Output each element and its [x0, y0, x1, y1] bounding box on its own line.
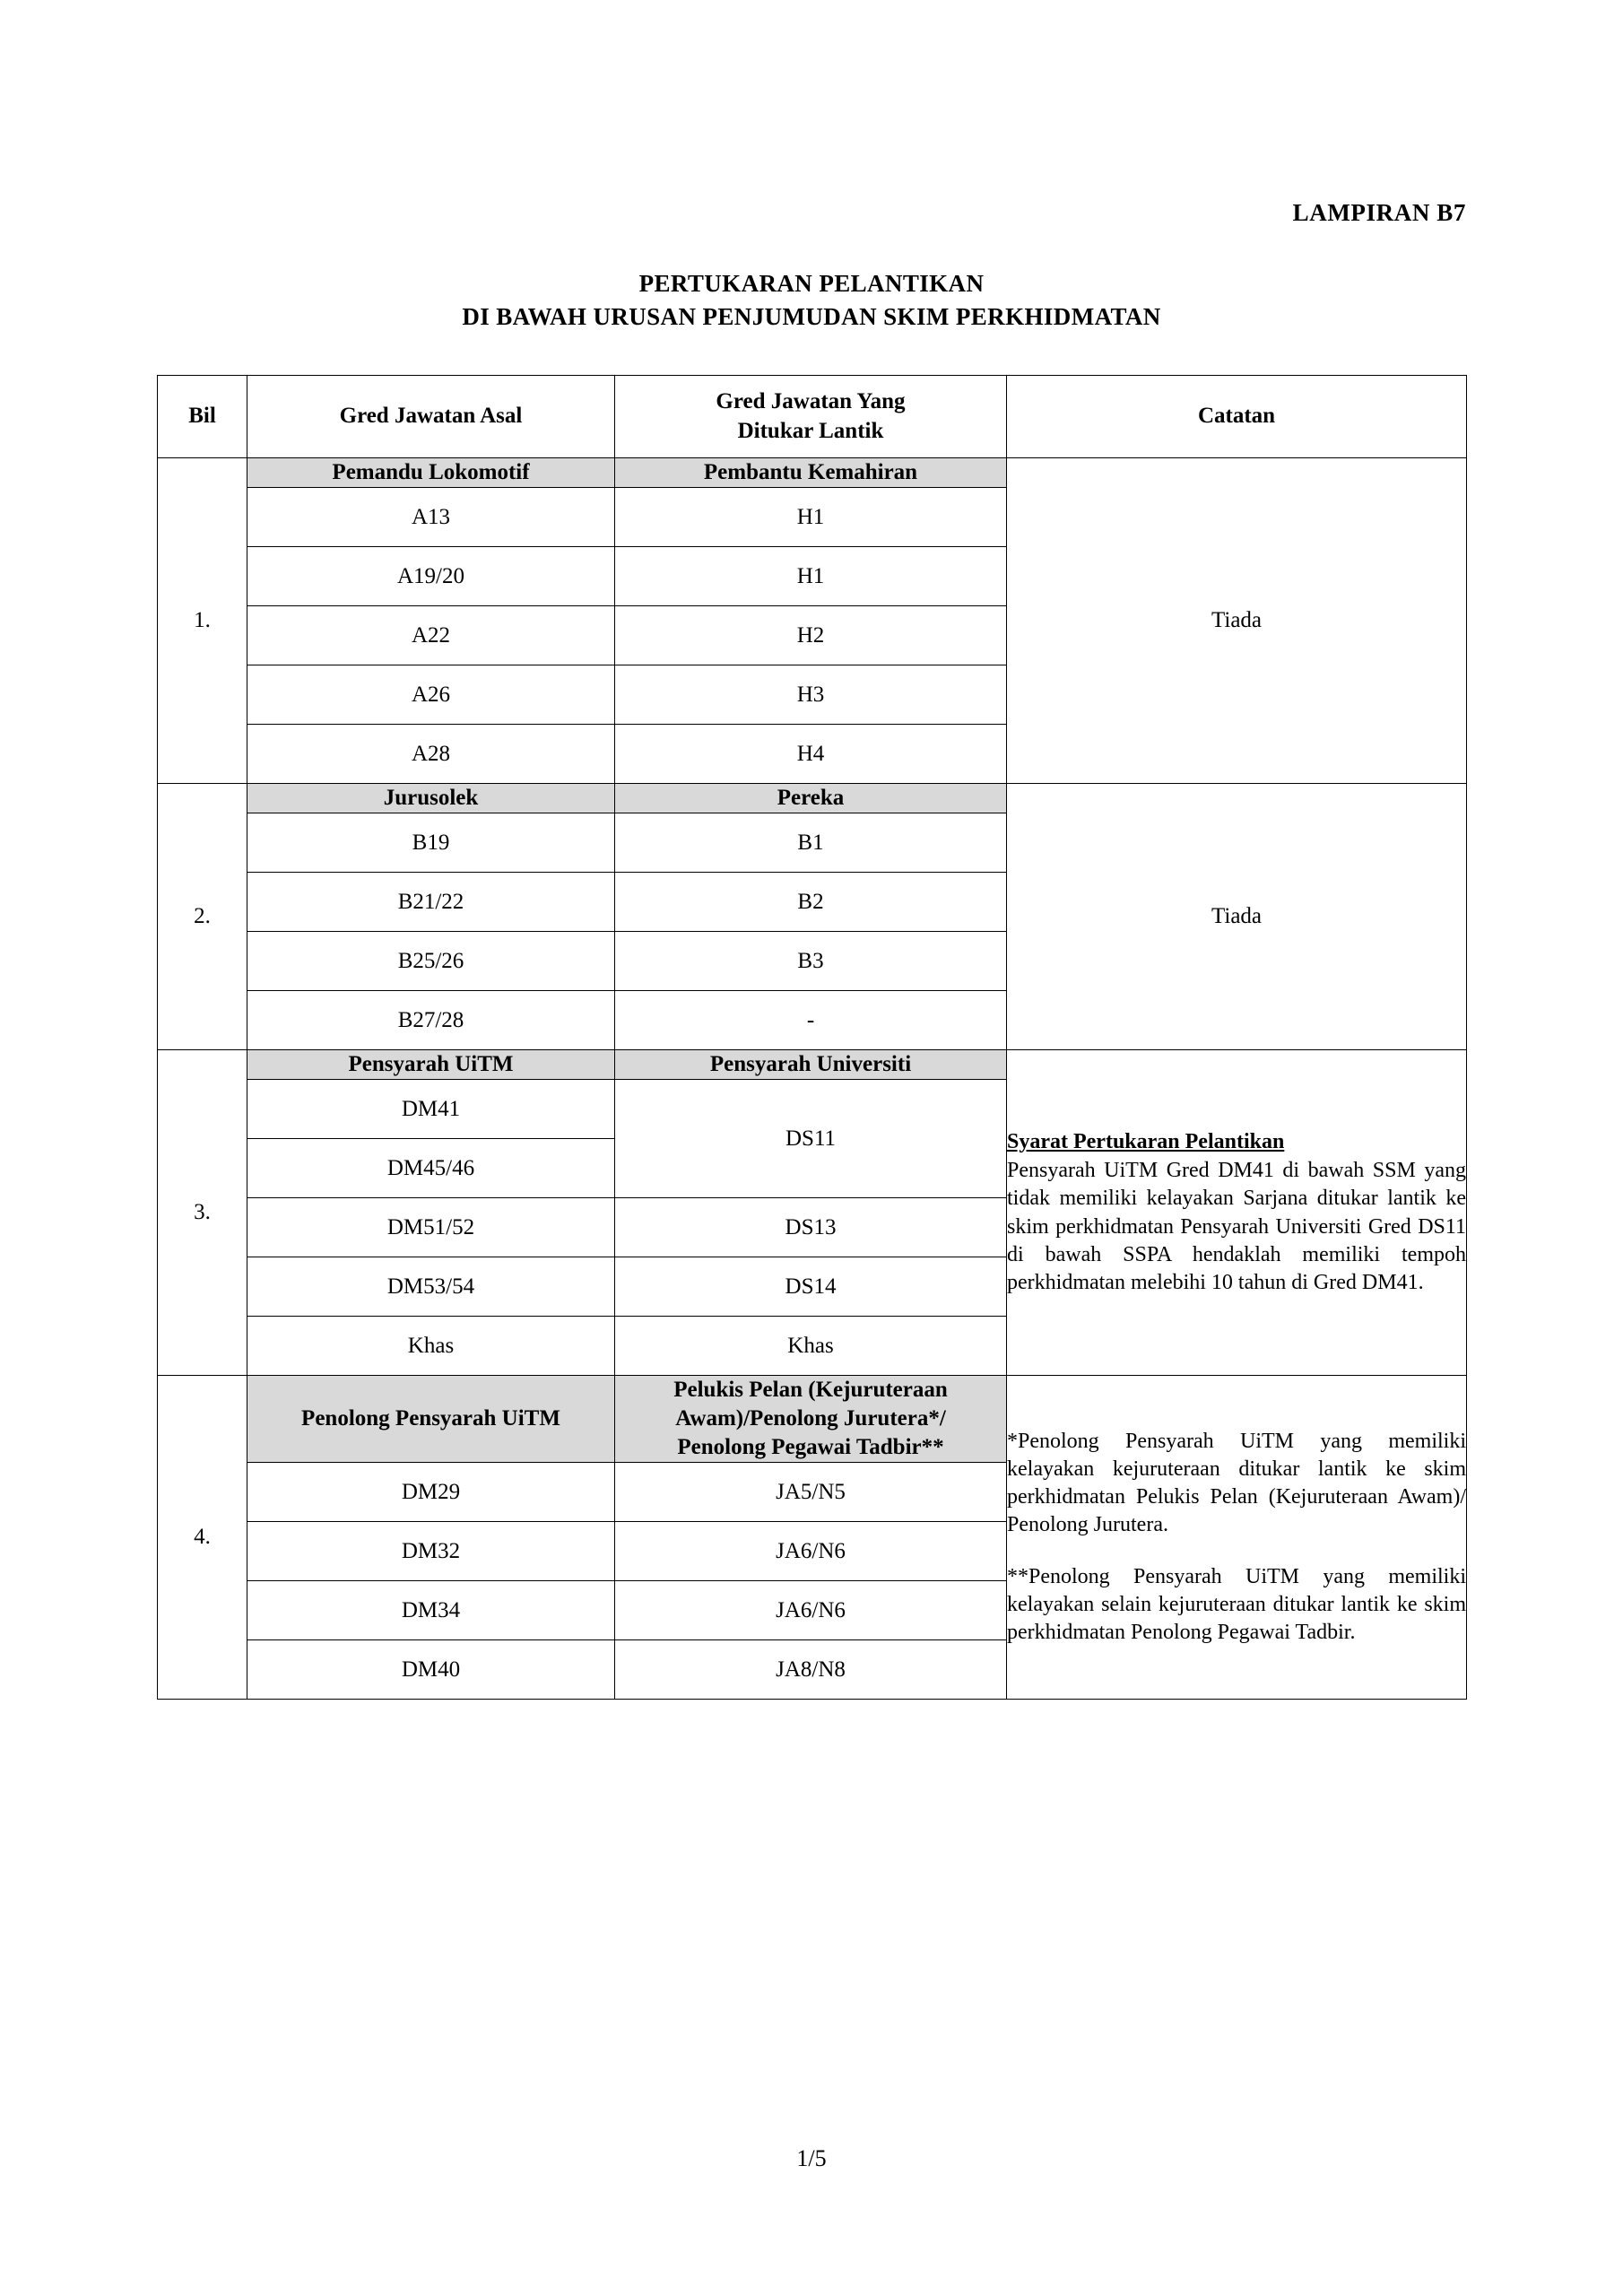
grade-to: H1 [615, 547, 1007, 606]
catatan-cell [1007, 1376, 1467, 1700]
table-row [158, 784, 1467, 813]
grade-to: H4 [615, 725, 1007, 784]
grade-from: DM45/46 [247, 1139, 615, 1198]
grade-to: H1 [615, 488, 1007, 547]
column-header-bil: Bil [158, 376, 247, 458]
catatan-heading: Syarat Pertukaran Pelantikan [1007, 1129, 1285, 1153]
column-header-line-2: Ditukar Lantik [737, 418, 884, 443]
row-number-bil: 4. [158, 1376, 247, 1700]
catatan-paragraph-1: *Penolong Pensyarah UiTM yang memiliki kelayakan kejuruteraan ditukar lantik ke skim perkhidmatan Pelukis Pelan (Kejuruteraan Awam)/ Penolong Jurutera. [1007, 1429, 1466, 1537]
grade-to: DS13 [615, 1198, 1007, 1257]
scheme-to-heading: Pensyarah Universiti [615, 1050, 1007, 1080]
grade-from: A13 [247, 488, 615, 547]
table-header-row [158, 376, 1467, 458]
grade-from: DM32 [247, 1522, 615, 1581]
catatan-cell [1007, 1050, 1467, 1376]
table-row [158, 1376, 1467, 1463]
scheme-to-heading [615, 1376, 1007, 1463]
scheme-to-heading: Pereka [615, 784, 1007, 813]
page-number: 1/5 [796, 2145, 827, 2171]
column-header-gred-jawatan-ditukar-lantik [615, 376, 1007, 458]
scheme-to-line-2: Awam)/Penolong Jurutera*/ [675, 1406, 946, 1431]
column-header-catatan: Catatan [1007, 376, 1467, 458]
page-title [157, 267, 1466, 335]
page-title-line-1: PERTUKARAN PELANTIKAN [638, 270, 985, 297]
grade-from: DM51/52 [247, 1198, 615, 1257]
grade-from: A19/20 [247, 547, 615, 606]
table-body [158, 458, 1467, 1700]
catatan-paragraph-2: **Penolong Pensyarah UiTM yang memiliki kelayakan selain kejuruteraan ditukar lantik ke skim perkhidmatan Penolong Pegawai Tadbir. [1007, 1564, 1466, 1644]
grade-from: A22 [247, 606, 615, 665]
row-number-bil: 2. [158, 784, 247, 1050]
grade-to: B1 [615, 813, 1007, 873]
column-header-gred-jawatan-asal: Gred Jawatan Asal [247, 376, 615, 458]
table-row [158, 458, 1467, 488]
scheme-from-heading: Penolong Pensyarah UiTM [247, 1376, 615, 1463]
grade-from: A28 [247, 725, 615, 784]
grade-from: DM40 [247, 1640, 615, 1700]
pertukaran-pelantikan-table [157, 375, 1467, 1700]
grade-to: DS11 [615, 1080, 1007, 1198]
scheme-to-line-3: Penolong Pegawai Tadbir** [677, 1435, 944, 1459]
table-header [158, 376, 1467, 458]
grade-from: B21/22 [247, 873, 615, 932]
scheme-from-heading: Pemandu Lokomotif [247, 458, 615, 488]
grade-to: DS14 [615, 1257, 1007, 1317]
lampiran-label: LAMPIRAN B7 [1292, 199, 1466, 226]
grade-from: B27/28 [247, 991, 615, 1050]
page-title-line-2: DI BAWAH URUSAN PENJUMUDAN SKIM PERKHIDMATAN [462, 303, 1161, 331]
grade-from: A26 [247, 665, 615, 725]
scheme-to-line-1: Pelukis Pelan (Kejuruteraan [673, 1378, 948, 1402]
catatan-cell: Tiada [1007, 784, 1467, 1050]
scheme-from-heading: Jurusolek [247, 784, 615, 813]
scheme-from-heading: Pensyarah UiTM [247, 1050, 615, 1080]
grade-to: Khas [615, 1317, 1007, 1376]
grade-to: B2 [615, 873, 1007, 932]
grade-from: Khas [247, 1317, 615, 1376]
grade-to: JA5/N5 [615, 1463, 1007, 1522]
row-number-bil: 3. [158, 1050, 247, 1376]
grade-to: H2 [615, 606, 1007, 665]
catatan-paragraph: Pensyarah UiTM Gred DM41 di bawah SSM yang tidak memiliki kelayakan Sarjana ditukar lantik ke skim perkhidmatan Pensyarah Universiti Gred DS11 di bawah SSPA hendaklah memiliki tempoh perkhidmatan melebihi 10 tahun di Gred DM41. [1007, 1159, 1466, 1294]
grade-from: DM41 [247, 1080, 615, 1139]
grade-from: DM29 [247, 1463, 615, 1522]
column-header-line-1: Gred Jawatan Yang [716, 389, 906, 413]
grade-to: B3 [615, 932, 1007, 991]
grade-to: H3 [615, 665, 1007, 725]
grade-from: DM34 [247, 1581, 615, 1640]
grade-from: B25/26 [247, 932, 615, 991]
grade-from: B19 [247, 813, 615, 873]
table-row [158, 1050, 1467, 1080]
grade-to: - [615, 991, 1007, 1050]
scheme-to-heading: Pembantu Kemahiran [615, 458, 1007, 488]
grade-from: DM53/54 [247, 1257, 615, 1317]
grade-to: JA6/N6 [615, 1522, 1007, 1581]
grade-to: JA6/N6 [615, 1581, 1007, 1640]
row-number-bil: 1. [158, 458, 247, 784]
grade-to: JA8/N8 [615, 1640, 1007, 1700]
catatan-cell: Tiada [1007, 458, 1467, 784]
